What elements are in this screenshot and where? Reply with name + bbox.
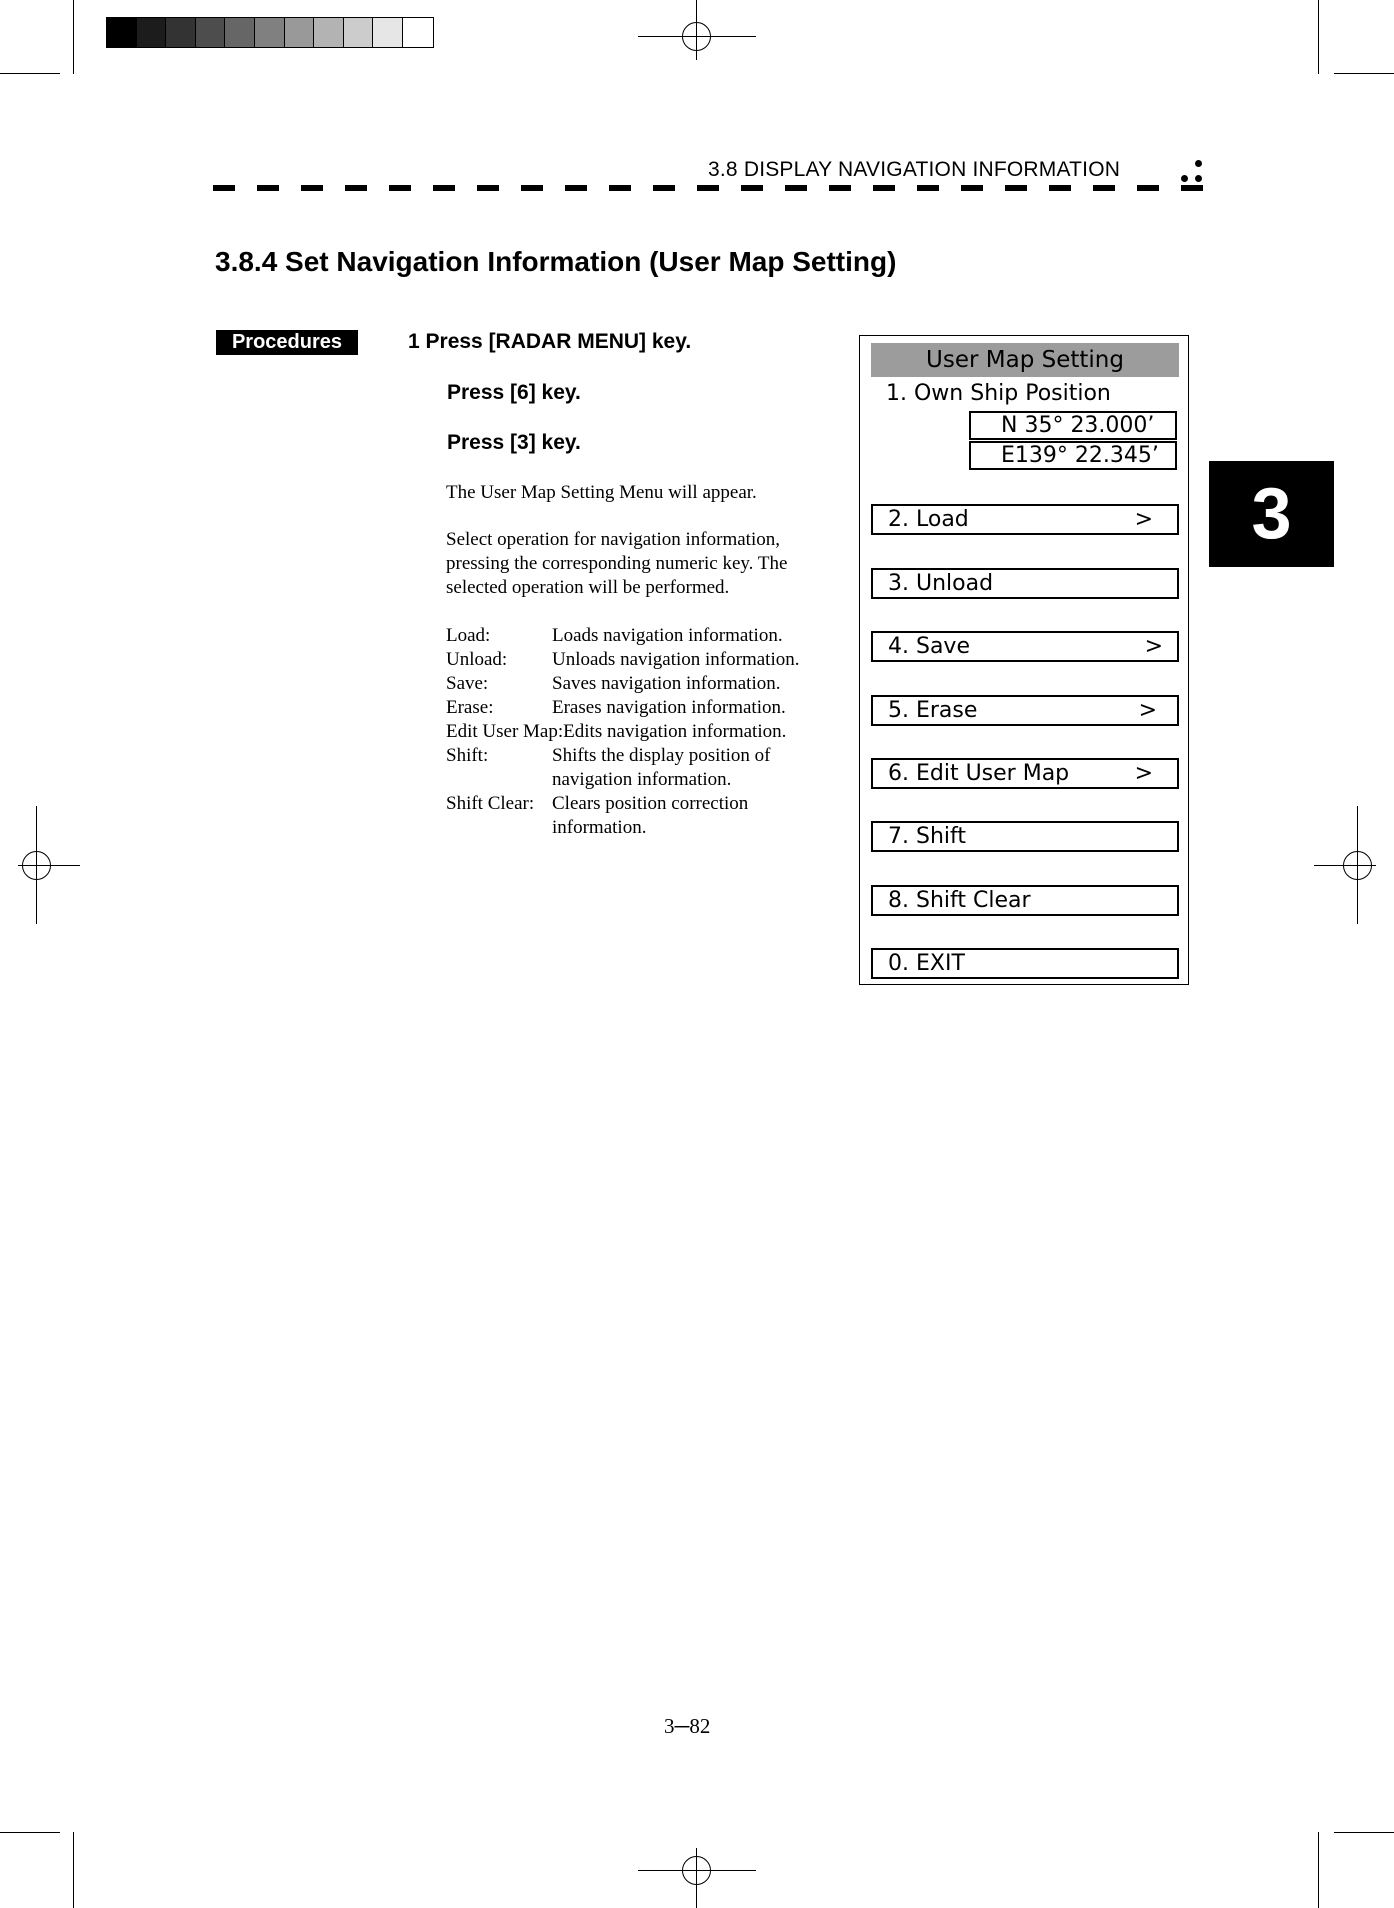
user-map-setting-menu xyxy=(859,335,1189,985)
menu-item-label: 0. EXIT xyxy=(888,951,965,976)
definition-erase xyxy=(446,696,846,720)
menu-item-label: 2. Load xyxy=(888,507,969,532)
menu-item-load[interactable] xyxy=(871,504,1179,535)
step-3: Press [3] key. xyxy=(447,431,581,454)
chevron-right-icon: > xyxy=(1134,507,1153,532)
definition-term: Unload: xyxy=(446,649,508,670)
longitude-field[interactable]: E139° 22.345’ xyxy=(969,441,1177,470)
procedures-label: Procedures xyxy=(216,330,358,355)
definition-load xyxy=(446,624,846,648)
menu-item-edit-user-map[interactable] xyxy=(871,758,1179,789)
grayscale-strip xyxy=(106,17,434,48)
chevron-right-icon: > xyxy=(1138,698,1157,723)
menu-title: User Map Setting xyxy=(871,343,1179,377)
paragraph-select-line3: selected operation will be performed. xyxy=(446,577,730,598)
menu-item-unload[interactable] xyxy=(871,568,1179,599)
step-1: 1 Press [RADAR MENU] key. xyxy=(408,330,692,353)
menu-item-erase[interactable] xyxy=(871,695,1179,726)
definition-unload xyxy=(446,648,846,672)
paragraph-select-line2: pressing the corresponding numeric key. The xyxy=(446,553,788,574)
definition-shift-clear xyxy=(446,792,846,840)
header-dot xyxy=(1195,160,1202,167)
header-dot xyxy=(1195,175,1202,182)
menu-item-label: 3. Unload xyxy=(888,571,994,596)
chevron-right-icon: > xyxy=(1144,634,1163,659)
paragraph-select-line1: Select operation for navigation information, xyxy=(446,529,780,550)
header-dot xyxy=(1181,175,1188,182)
definition-term: Erase: xyxy=(446,697,494,718)
menu-item-save[interactable] xyxy=(871,631,1179,662)
definition-text-cont: information. xyxy=(552,817,647,838)
menu-item-own-ship-position[interactable]: 1. Own Ship Position xyxy=(886,381,1111,406)
menu-item-label: 7. Shift xyxy=(888,824,966,849)
definition-term: Save: xyxy=(446,673,489,694)
definition-term: Edit User Map: xyxy=(446,721,564,742)
running-header: 3.8 DISPLAY NAVIGATION INFORMATION xyxy=(708,158,1121,181)
definition-text: Clears position correction xyxy=(552,793,749,814)
definition-text: Loads navigation information. xyxy=(552,625,783,646)
page-number: 3─82 xyxy=(664,1714,711,1738)
menu-item-label: 5. Erase xyxy=(888,698,978,723)
menu-item-exit[interactable] xyxy=(871,948,1179,979)
menu-item-label: 8. Shift Clear xyxy=(888,888,1031,913)
definition-save xyxy=(446,672,846,696)
definition-text-cont: navigation information. xyxy=(552,769,732,790)
menu-item-shift[interactable] xyxy=(871,821,1179,852)
latitude-field[interactable]: N 35° 23.000’ xyxy=(969,411,1177,440)
definition-edit-user-map xyxy=(446,720,846,744)
chevron-right-icon: > xyxy=(1134,761,1153,786)
definition-term: Shift: xyxy=(446,745,489,766)
paragraph-menu-appears: The User Map Setting Menu will appear. xyxy=(446,482,757,503)
definition-shift xyxy=(446,744,846,792)
step-2: Press [6] key. xyxy=(447,381,581,404)
definition-text: Saves navigation information. xyxy=(552,673,781,694)
definition-text: Unloads navigation information. xyxy=(552,649,800,670)
definition-text: Erases navigation information. xyxy=(552,697,786,718)
definition-text: Edits navigation information. xyxy=(563,721,787,742)
definition-text: Shifts the display position of xyxy=(552,745,771,766)
chapter-tab: 3 xyxy=(1209,461,1334,567)
menu-item-shift-clear[interactable] xyxy=(871,885,1179,916)
section-title: 3.8.4 Set Navigation Information (User Map Setting) xyxy=(215,246,897,277)
definition-term: Shift Clear: xyxy=(446,793,535,814)
menu-item-label: 6. Edit User Map xyxy=(888,761,1070,786)
header-dashed-rule xyxy=(213,185,1203,191)
menu-item-label: 4. Save xyxy=(888,634,970,659)
definition-term: Load: xyxy=(446,625,491,646)
